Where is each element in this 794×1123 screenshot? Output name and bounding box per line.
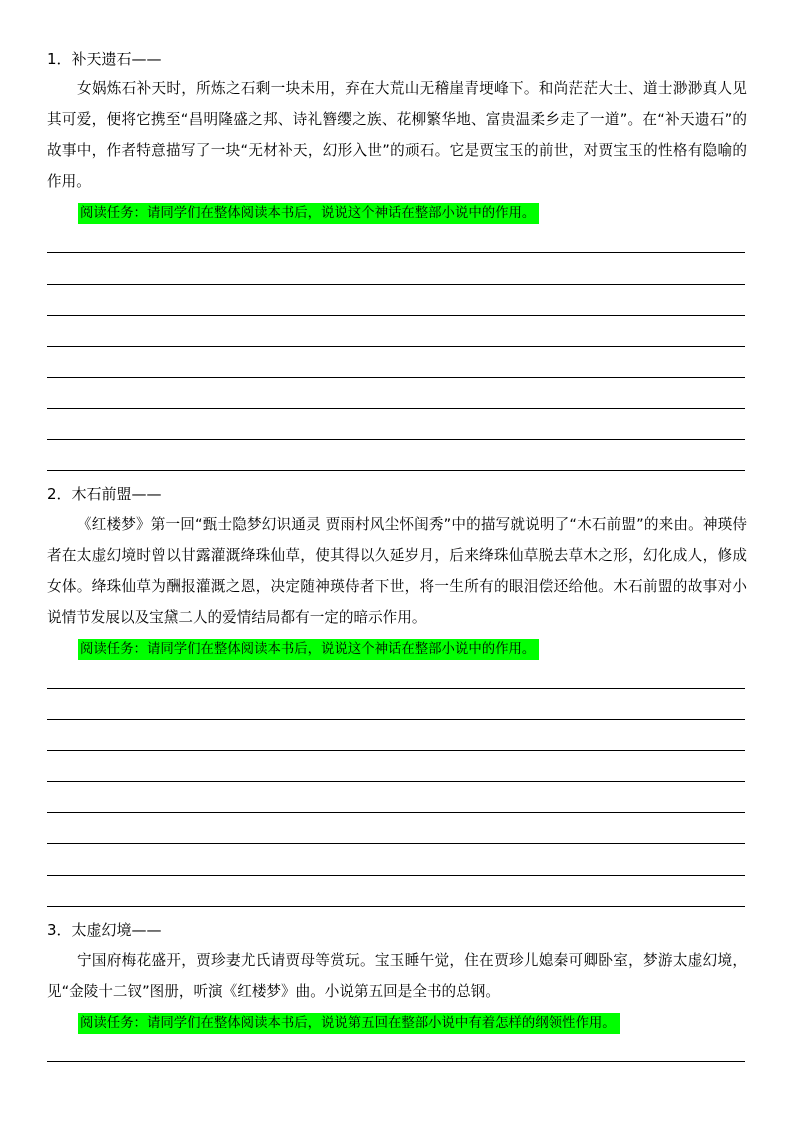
- answer-line[interactable]: [47, 812, 745, 813]
- section-2-paragraph: 《红楼梦》第一回“甄士隐梦幻识通灵 贾雨村风尘怀闺秀”中的描写就说明了“木石前盟”的来由。神瑛侍者在太虚幻境时曾以甘露灌溉绛珠仙草，使其得以久延岁月，后来绛珠仙草脱去草木之形，幻化成人，修成女体。绛珠仙草为酬报灌溉之恩，决定随神瑛侍者下世，将一生所有的眼泪偿还给他。木石前盟的故事对小说情节发展以及宝黛二人的爱情结局都有一定的暗示作用。: [47, 516, 747, 626]
- section-3-paragraph: 宁国府梅花盛开，贾珍妻尤氏请贾母等赏玩。宝玉睡午觉，住在贾珍儿媳秦可卿卧室，梦游太虚幻境，见“金陵十二钗”图册，听演《红楼梦》曲。小说第五回是全书的总钢。: [47, 952, 747, 1000]
- answer-line[interactable]: [47, 315, 745, 316]
- answer-line[interactable]: [47, 252, 745, 253]
- answer-line[interactable]: [47, 470, 745, 471]
- answer-line[interactable]: [47, 781, 745, 782]
- section-1-paragraph: 女娲炼石补天时，所炼之石剩一块未用，弃在大荒山无稽崖青埂峰下。和尚茫茫大士、道士渺渺真人见其可爱，便将它携至“昌明隆盛之邦、诗礼簪缨之族、花柳繁华地、富贵温柔乡走了一道”。在“补天遗石”的故事中，作者特意描写了一块“无材补天，幻形入世”的顽石。它是贾宝玉的前世，对贾宝玉的性格有隐喻的作用。: [47, 80, 747, 190]
- section-1-heading: 1．补天遗石——: [47, 50, 162, 68]
- answer-line[interactable]: [47, 719, 745, 720]
- answer-line[interactable]: [47, 408, 745, 409]
- section-3-task: 阅读任务：请同学们在整体阅读本书后，说说第五回在整部小说中有着怎样的纲领性作用。: [78, 1013, 620, 1034]
- section-2-task: 阅读任务：请同学们在整体阅读本书后，说说这个神话在整部小说中的作用。: [78, 639, 539, 660]
- answer-line[interactable]: [47, 377, 745, 378]
- answer-line[interactable]: [47, 843, 745, 844]
- answer-line[interactable]: [47, 1061, 745, 1062]
- answer-line[interactable]: [47, 750, 745, 751]
- answer-line[interactable]: [47, 346, 745, 347]
- section-2-heading: 2．木石前盟——: [47, 485, 162, 503]
- section-1-task: 阅读任务：请同学们在整体阅读本书后，说说这个神话在整部小说中的作用。: [78, 203, 539, 224]
- answer-line[interactable]: [47, 875, 745, 876]
- answer-line[interactable]: [47, 439, 745, 440]
- section-3-heading: 3．太虚幻境——: [47, 921, 162, 939]
- answer-line[interactable]: [47, 906, 745, 907]
- answer-line[interactable]: [47, 284, 745, 285]
- answer-line[interactable]: [47, 688, 745, 689]
